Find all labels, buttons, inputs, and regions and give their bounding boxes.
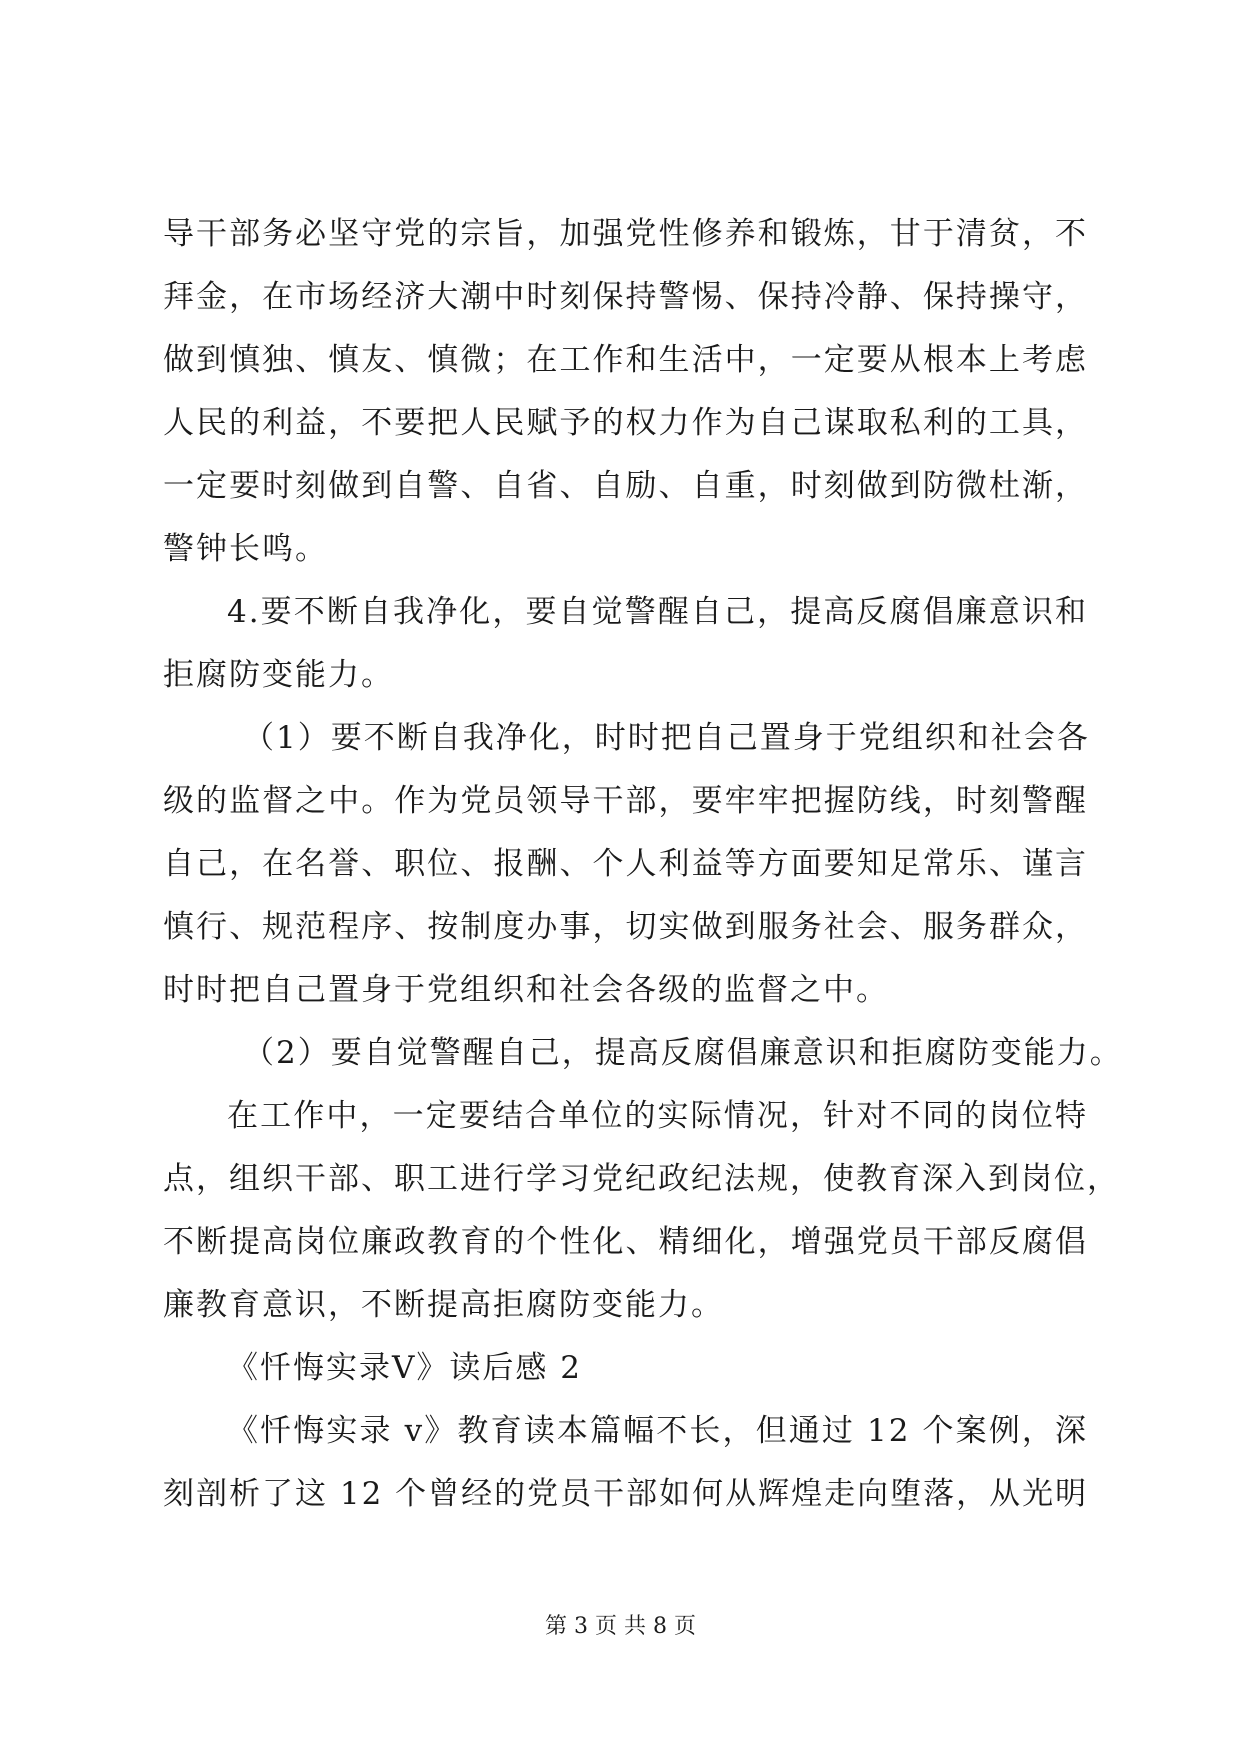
document-body [163,203,1123,1526]
paragraph [163,1085,1120,1337]
text-line: 做到慎独、慎友、慎微；在工作和生活中，一定要从根本上考虑 [163,342,1088,378]
paragraph [163,1022,1123,1085]
text-line: 时时把自己置身于党组织和社会各级的监督之中。 [163,972,889,1008]
text-line: 4.要不断自我净化，要自觉警醒自己，提高反腐倡廉意识和 [227,594,1088,630]
text-line: （2）要自觉警醒自己，提高反腐倡廉意识和拒腐防变能力。 [243,1035,1123,1071]
text-line: （1）要不断自我净化，时时把自己置身于党组织和社会各 [243,720,1090,756]
paragraph [163,203,1088,581]
section-heading [163,1337,1088,1400]
text-line: 拒腐防变能力。 [163,657,394,693]
text-line: 一定要时刻做到自警、自省、自励、自重，时刻做到防微杜渐， [163,468,1088,504]
text-line: 警钟长鸣。 [163,531,328,567]
paragraph [163,1400,1088,1526]
section-heading-text: 《忏悔实录Ⅴ》读后感 2 [227,1350,582,1386]
text-line: 级的监督之中。作为党员领导干部，要牢牢把握防线，时刻警醒 [163,783,1088,819]
paragraph [163,707,1088,1022]
text-line: 点，组织干部、职工进行学习党纪政纪法规，使教育深入到岗位， [163,1161,1120,1197]
text-line: 导干部务必坚守党的宗旨，加强党性修养和锻炼，甘于清贫，不 [163,216,1088,252]
text-line: 人民的利益，不要把人民赋予的权力作为自己谋取私利的工具， [163,405,1088,441]
text-line: 不断提高岗位廉政教育的个性化、精细化，增强党员干部反腐倡 [163,1224,1088,1260]
page-footer [0,1612,1241,1642]
text-line: 刻剖析了这 12 个曾经的党员干部如何从辉煌走向堕落，从光明 [163,1476,1089,1512]
text-line: 《忏悔实录 v》教育读本篇幅不长，但通过 12 个案例，深 [227,1413,1088,1449]
text-line: 自己，在名誉、职位、报酬、个人利益等方面要知足常乐、谨言 [163,846,1088,882]
text-line: 在工作中，一定要结合单位的实际情况，针对不同的岗位特 [227,1098,1088,1134]
text-line: 拜金，在市场经济大潮中时刻保持警惕、保持冷静、保持操守， [163,279,1088,315]
text-line: 慎行、规范程序、按制度办事，切实做到服务社会、服务群众， [163,909,1088,945]
page-number-label: 第 3 页 共 8 页 [545,1614,696,1639]
text-line: 廉教育意识，不断提高拒腐防变能力。 [163,1287,724,1323]
paragraph [163,581,1088,707]
